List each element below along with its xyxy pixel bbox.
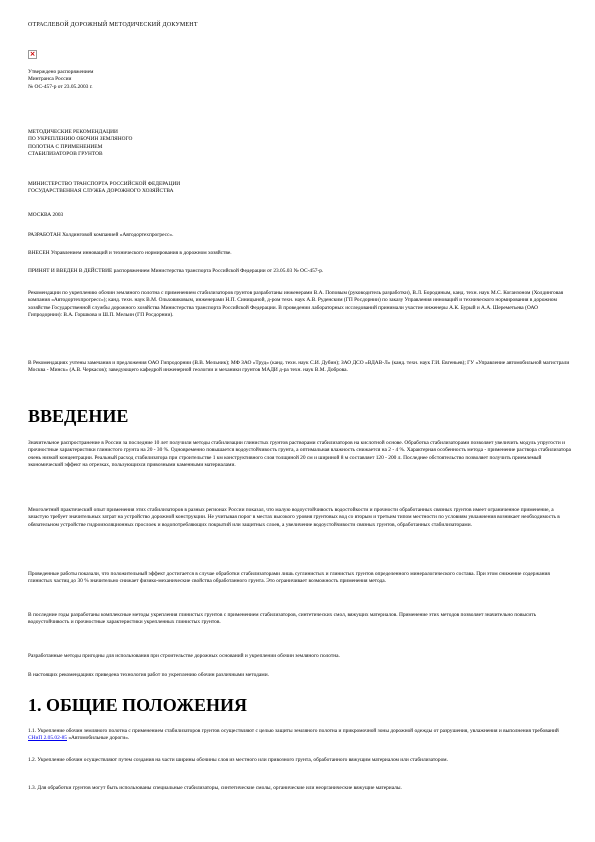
- clause-text: 1.1. Укрепление обочин земляного полотна с применением стабилизаторов грунтов осуществляют с целью защиты земляного полотна и прикромочной зоны дорожной одежды от разрушения, увлажнения и выполнения требований: [28, 728, 559, 734]
- approval-line: Утверждено распоряжением: [28, 69, 94, 75]
- authors-paragraph: Рекомендации по укреплению обочин земляного полотна с применением стабилизаторов грунтов разработаны инженерами В.А. Поповым (руководитель разработки), В.Л. Бородиным, канд. техн. наук М.С. Коганзоном (Холдинговая компания «Автодортехпрогресс»); канд. техн. наук В.М. Ольховиковым, инженерами Н.П. Синицыной, д-ром техн. наук А.В. Руденским (ГП Росдорнии) по заказу Управления инноваций и технического нормирования в дорожном хозяйстве Государственной службы дорожного хозяйства Министерства транспорта Российской Федерации. В проведении лабораторных исследований принимали участие инженеры А.К. Бурый и А.А. Шереметьева (ОАО Гипродорнии): В.А. Горшкова и Ш.П. Мельин (ГП Росдорнии).: [28, 290, 564, 318]
- clause-1-3: 1.3. Для обработки грунтов могут быть использованы специальные стабилизаторы, синтетические смолы, органические или неорганические вяжущие материалы.: [28, 785, 402, 791]
- title-line: ПОЛОТНА С ПРИМЕНЕНИЕМ: [28, 143, 103, 150]
- adopted-note: ПРИНЯТ И ВВЕДЕН В ДЕЙСТВИЕ распоряжением Министерства транспорта Российской Федерации от 23.05.03 № ОС-457-р.: [28, 268, 324, 274]
- broken-image-icon: ×: [29, 50, 36, 58]
- clause-text: «Автомобильные дороги».: [66, 735, 130, 742]
- section-heading-general-provisions: 1. ОБЩИЕ ПОЛОЖЕНИЯ: [28, 695, 248, 715]
- approval-line: № ОС-457-р от 23.05.2003 г.: [28, 83, 93, 90]
- approval-line: Минтранса России: [28, 76, 72, 83]
- intro-paragraph: В последние годы разработаны комплексные методы укрепления глинистых грунтов с применением стабилизаторов, синтетических смол, вяжущих материалов. Применение этих методов позволяет значительно повысить водоустойчивость и прочностные характеристики укрепленных глинистых грунтов.: [28, 612, 537, 626]
- title-line: ПО УКРЕПЛЕНИЮ ОБОЧИН ЗЕМЛЯНОГО: [28, 136, 133, 143]
- intro-paragraph: Многолетний практический опыт применения этих стабилизаторов в разных регионах России показал, что малую водоустойчивость водостойкости и прочности обработанных связных грунтов имеет ограниченное применение, а зачастую требует значительных затрат на устройство дорожной конструкции. Не учитывая порог в местах высокого уровня грунтовых вод со вторым и третьим типом местности по условиям увлажнения возникает необходимость в обязательном устройстве гидроизоляционных прослоек и водопотребляющих покрытий или защитных слоев, а увеличение водоустойчивости связных грунтов, обработанных стабилизаторами.: [28, 507, 560, 528]
- developed-note: РАЗРАБОТАН Холдинговой компанией «Автодортехпрогресс».: [28, 232, 174, 238]
- ministry-block: [28, 181, 573, 196]
- ministry-line: ГОСУДАРСТВЕННАЯ СЛУЖБА ДОРОЖНОГО ХОЗЯЙСТВА: [28, 188, 174, 195]
- city-year: МОСКВА 2003: [28, 212, 64, 218]
- title-line: СТАБИЛИЗАТОРОВ ГРУНТОВ: [28, 150, 103, 157]
- intro-paragraph: Проведенные работы показали, что положительный эффект достигается в случае обработки стабилизаторами лишь суглинистых и глинистых грунтов определенного минералогического состава. При этом снижение содержания глинистых частиц до 30 % значительно снижает физико-механические свойства обработанного грунта. Это ограничивает возможность применения метода.: [28, 571, 550, 585]
- remarks-paragraph: В Рекомендациях учтены замечания и предложения ОАО Гипродорнии (В.В. Мельник); МФ ЗАО «Труд» (канд. техн. наук С.И. Дубин); ЗАО ДСО «ВДАВ-Л» (канд. техн. наук Г.И. Евгеньев); ГУ «Управление автомобильной магистрали Москва - Минск» (А.В. Черкасов); заведующего кафедрой инженерной геологии и механики грунтов МАДИ д-ра техн. наук В.М. Доброва.: [28, 360, 570, 374]
- document-title: [28, 129, 573, 158]
- document-type: ОТРАСЛЕВОЙ ДОРОЖНЫЙ МЕТОДИЧЕСКИЙ ДОКУМЕНТ: [28, 22, 198, 28]
- title-line: МЕТОДИЧЕСКИЕ РЕКОМЕНДАЦИИ: [28, 129, 118, 135]
- intro-paragraph: В настоящих рекомендациях приведена технология работ по укреплению обочин различными методами.: [28, 672, 269, 678]
- approval-block: [28, 69, 573, 91]
- clause-1-1: [28, 728, 573, 743]
- section-heading-introduction: ВВЕДЕНИЕ: [28, 406, 129, 426]
- intro-paragraph: Разработанные методы пригодны для использования при строительстве дорожных оснований и укреплении обочин земляного полотна.: [28, 653, 340, 659]
- intro-paragraph: Значительное распространение в России за последние 10 лет получили методы стабилизации глинистых грунтов растворами стабилизаторов на кислотной основе. Обработка стабилизаторами позволяет увеличить модуль упругости и прочностные характеристики глинистого грунта на 20 - 30 %. Одновременно повышается водоустойчивость грунта, а оптимальная влажность снижается на 2 - 4 %. Характерная особенность метода - применение раствора стабилизатора очень низкой концентрации. Реальный расход стабилизатора при строительстве 1 км конструктивного слоя толщиной 20 см и шириной 8 м составляет 120 - 200 л. Последнее обстоятельство позволяет получить приемлемый экономический эффект на отрезках, пользующихся привозными каменными материалами.: [28, 440, 571, 468]
- snip-reference-link[interactable]: СНиП 2.05.02-85: [28, 735, 67, 742]
- introduced-note: ВНЕСЕН Управлением инноваций и технического нормирования в дорожном хозяйстве.: [28, 250, 232, 256]
- ministry-line: МИНИСТЕРСТВО ТРАНСПОРТА РОССИЙСКОЙ ФЕДЕРАЦИИ: [28, 181, 181, 187]
- clause-1-2: 1.2. Укрепление обочин осуществляют путем создания на части ширины обочины слоя из местного или привозного грунта, обработанного вяжущим материалом или стабилизатором.: [28, 757, 448, 763]
